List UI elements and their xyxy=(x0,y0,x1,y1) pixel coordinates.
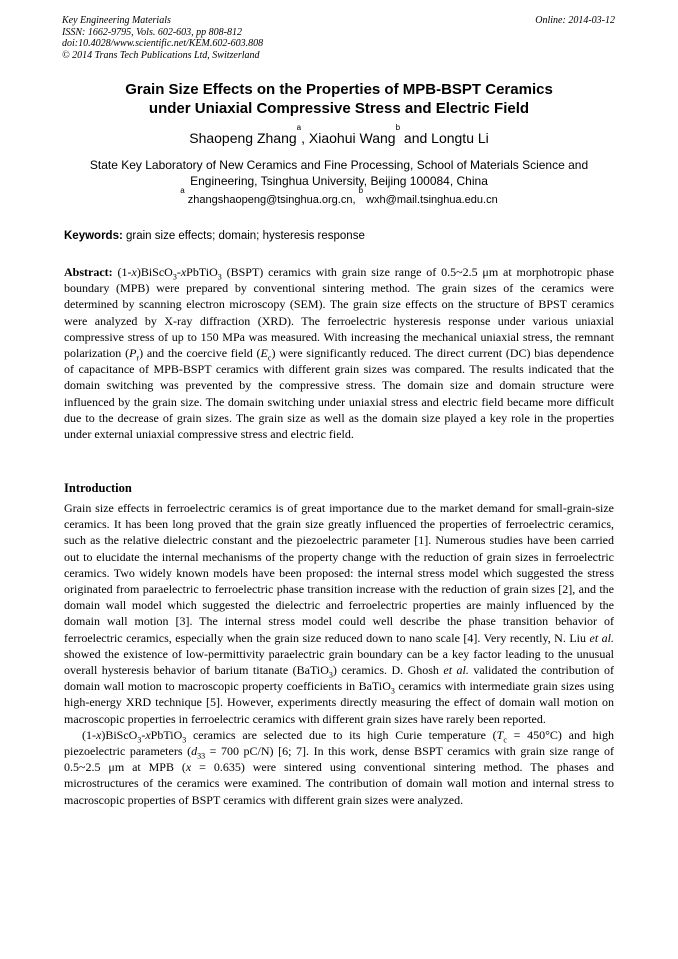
abstract xyxy=(64,264,614,442)
math-var: x xyxy=(96,727,102,742)
keywords-label: Keywords: xyxy=(64,230,123,242)
abstract-text: PbTiO xyxy=(186,265,218,279)
body-text: = 0.635) were sintered using conventional sintering method. The phases and microstructures of the ceramics were examined. The contribution of domain wall motion and internal stress to macroscopic properties of BSPT ceramics with different grain sizes were analyzed. xyxy=(64,760,615,807)
affiliation: State Key Laboratory of New Ceramics and Fine Processing, School of Materials Science and Engineering, Tsinghua University, Beijing 100084, China xyxy=(89,158,589,188)
subscript: 3 xyxy=(390,686,395,696)
abstract-text: (1- xyxy=(112,265,132,279)
math-var: x xyxy=(180,265,187,279)
body-text: = 700 pC/N) [6; 7]. In this work, dense BSPT ceramics with grain size range of 0.5~2.5 μm at MPB ( xyxy=(64,744,614,775)
body-text: showed the existence of low-permittivity paraelectric grain boundary can be a key factor leading to the unusual overall hysteresis behavior of barium titanate (BaTiO xyxy=(64,646,614,678)
author-name: Xiaohui Wang xyxy=(308,130,396,146)
author-emails xyxy=(64,186,614,207)
introduction-body xyxy=(64,500,614,808)
body-text: = 450°C) and high piezoelectric parameters ( xyxy=(64,727,615,759)
subscript: c xyxy=(267,353,272,363)
abstract-text: - xyxy=(176,265,181,279)
paragraph xyxy=(64,500,614,727)
body-text: PbTiO xyxy=(150,727,183,742)
body-text: ceramics are selected due to its high Curie temperature ( xyxy=(186,727,497,742)
author-affiliation-mark: a xyxy=(296,123,302,132)
body-text: )BiScO xyxy=(101,727,138,742)
author-list xyxy=(64,123,614,147)
title-line-1: Grain Size Effects on the Properties of MPB-BSPT Ceramics xyxy=(125,81,553,98)
math-var: d xyxy=(191,744,198,759)
subscript: 3 xyxy=(217,272,222,282)
abstract-label: Abstract: xyxy=(64,265,113,279)
abstract-text: (BSPT) ceramics with grain size range of 0.5~2.5 μm at morphotropic phase boundary (MPB) were prepared by conventional sintering method. The grain sizes of the ceramics were determined by scanning electron microscopy (SEM). The grain size effects on the structure of BPST ceramics were analyzed by X-ray diffraction (XRD). The ferroelectric hysteresis response under various uniaxial compressive stress of up to 150 MPa was measured. With increasing the mechanical uniaxial stress, the remnant polarization ( xyxy=(64,265,614,361)
abstract-text: ) and the coercive field ( xyxy=(139,346,261,361)
author-affiliation-mark: b xyxy=(395,123,401,132)
title-line-2: under Uniaxial Compressive Stress and Electric Field xyxy=(148,100,530,117)
email-mark: b xyxy=(358,186,364,195)
paragraph xyxy=(64,727,614,808)
email-mark: a xyxy=(180,186,185,195)
body-text: ceramics with intermediate grain sizes using high-energy XRD technique [5]. However, experiments directly measuring the effect of domain wall motion on macroscopic properties in ferroelectric ceramics with different grain sizes have rarely been reported. xyxy=(64,679,614,726)
math-var: x xyxy=(145,727,151,742)
author-separator: and xyxy=(400,130,432,146)
section-heading-introduction: Introduction xyxy=(64,481,132,495)
subscript: 33 xyxy=(197,751,206,761)
math-var: E xyxy=(260,346,268,361)
subscript: 3 xyxy=(182,735,187,745)
math-var: x xyxy=(131,265,137,279)
abstract-text: ) were significantly reduced. The direct current (DC) bias dependence of capacitance of MPB-BSPT ceramics with different grain sizes was compared. The results indicated that the domain switching was prevented by the compressive stress. The domain size and domain structure were influenced by the grain size. The domain switching under uniaxial stress and electric field became more difficult due to the decrease of grain sizes. The grain size as well as the domain size played a key role in the properties under external uniaxial compressive stress and electric field. xyxy=(64,346,614,442)
keywords xyxy=(64,229,614,243)
journal-info xyxy=(62,15,362,61)
keywords-text: grain size effects; domain; hysteresis response xyxy=(122,230,365,242)
email-link[interactable]: wxh@mail.tsinghua.edu.cn xyxy=(363,194,498,206)
online-date: Online: 2014-03-12 xyxy=(535,15,615,26)
journal-name: Key Engineering Materials xyxy=(62,15,171,26)
math-var: T xyxy=(496,727,504,742)
subscript: 3 xyxy=(172,272,177,282)
body-text: validated the contribution of domain wall motion to macroscopic property coefficients in BaTiO xyxy=(64,663,615,694)
email-link[interactable]: zhangshaopeng@tsinghua.org.cn, xyxy=(184,194,359,206)
body-text: Grain size effects in ferroelectric ceramics is of great importance due to the market demand for small-grain-size ceramics. It has been long proved that the grain size greatly influenced the properties of ferroelectric ceramics, such as the relative dielectric constant and the piezoelectric parameter [1]. Numerous studies have been carried out to elucidate the internal mechanisms of the property change with the reduction of grain sizes in ferroelectric ceramics. Two widely known models have been proposed: the internal stress model which suggested the stress originated from paraelectric to ferroelectric phase transition increase with the reduction of grain sizes [2], and the domain wall model which suggested the dielectric and ferroelectric properties are mainly influenced by the domain wall motion [3]. The internal stress model could well describe the phase transition behavior of ferroelectric ceramics, especially when the grain size reduced down to nano scale [4]. Very recently, N. Liu xyxy=(64,501,614,645)
math-var: x xyxy=(185,760,192,775)
body-text: ) ceramics. D. Ghosh xyxy=(332,663,444,678)
author-name: Shaopeng Zhang xyxy=(189,130,297,146)
subscript: 3 xyxy=(328,670,333,680)
body-text: (1- xyxy=(82,727,96,742)
italic-text: et al. xyxy=(589,630,615,645)
abstract-text: )BiScO xyxy=(136,265,173,279)
doi-line: doi:10.4028/www.scientific.net/KEM.602-603.808 xyxy=(62,38,264,49)
paper-title xyxy=(64,80,614,118)
body-text: - xyxy=(141,727,146,742)
author-separator: , xyxy=(301,130,309,146)
issn-line: ISSN: 1662-9795, Vols. 602-603, pp 808-812 xyxy=(62,26,242,38)
subscript: c xyxy=(503,735,507,745)
italic-text: et al. xyxy=(443,663,469,678)
math-var: P xyxy=(129,346,137,361)
subscript: r xyxy=(136,353,140,363)
author-name: Longtu Li xyxy=(431,130,489,146)
copyright-line: © 2014 Trans Tech Publications Ltd, Switzerland xyxy=(62,49,260,61)
subscript: 3 xyxy=(137,735,142,745)
